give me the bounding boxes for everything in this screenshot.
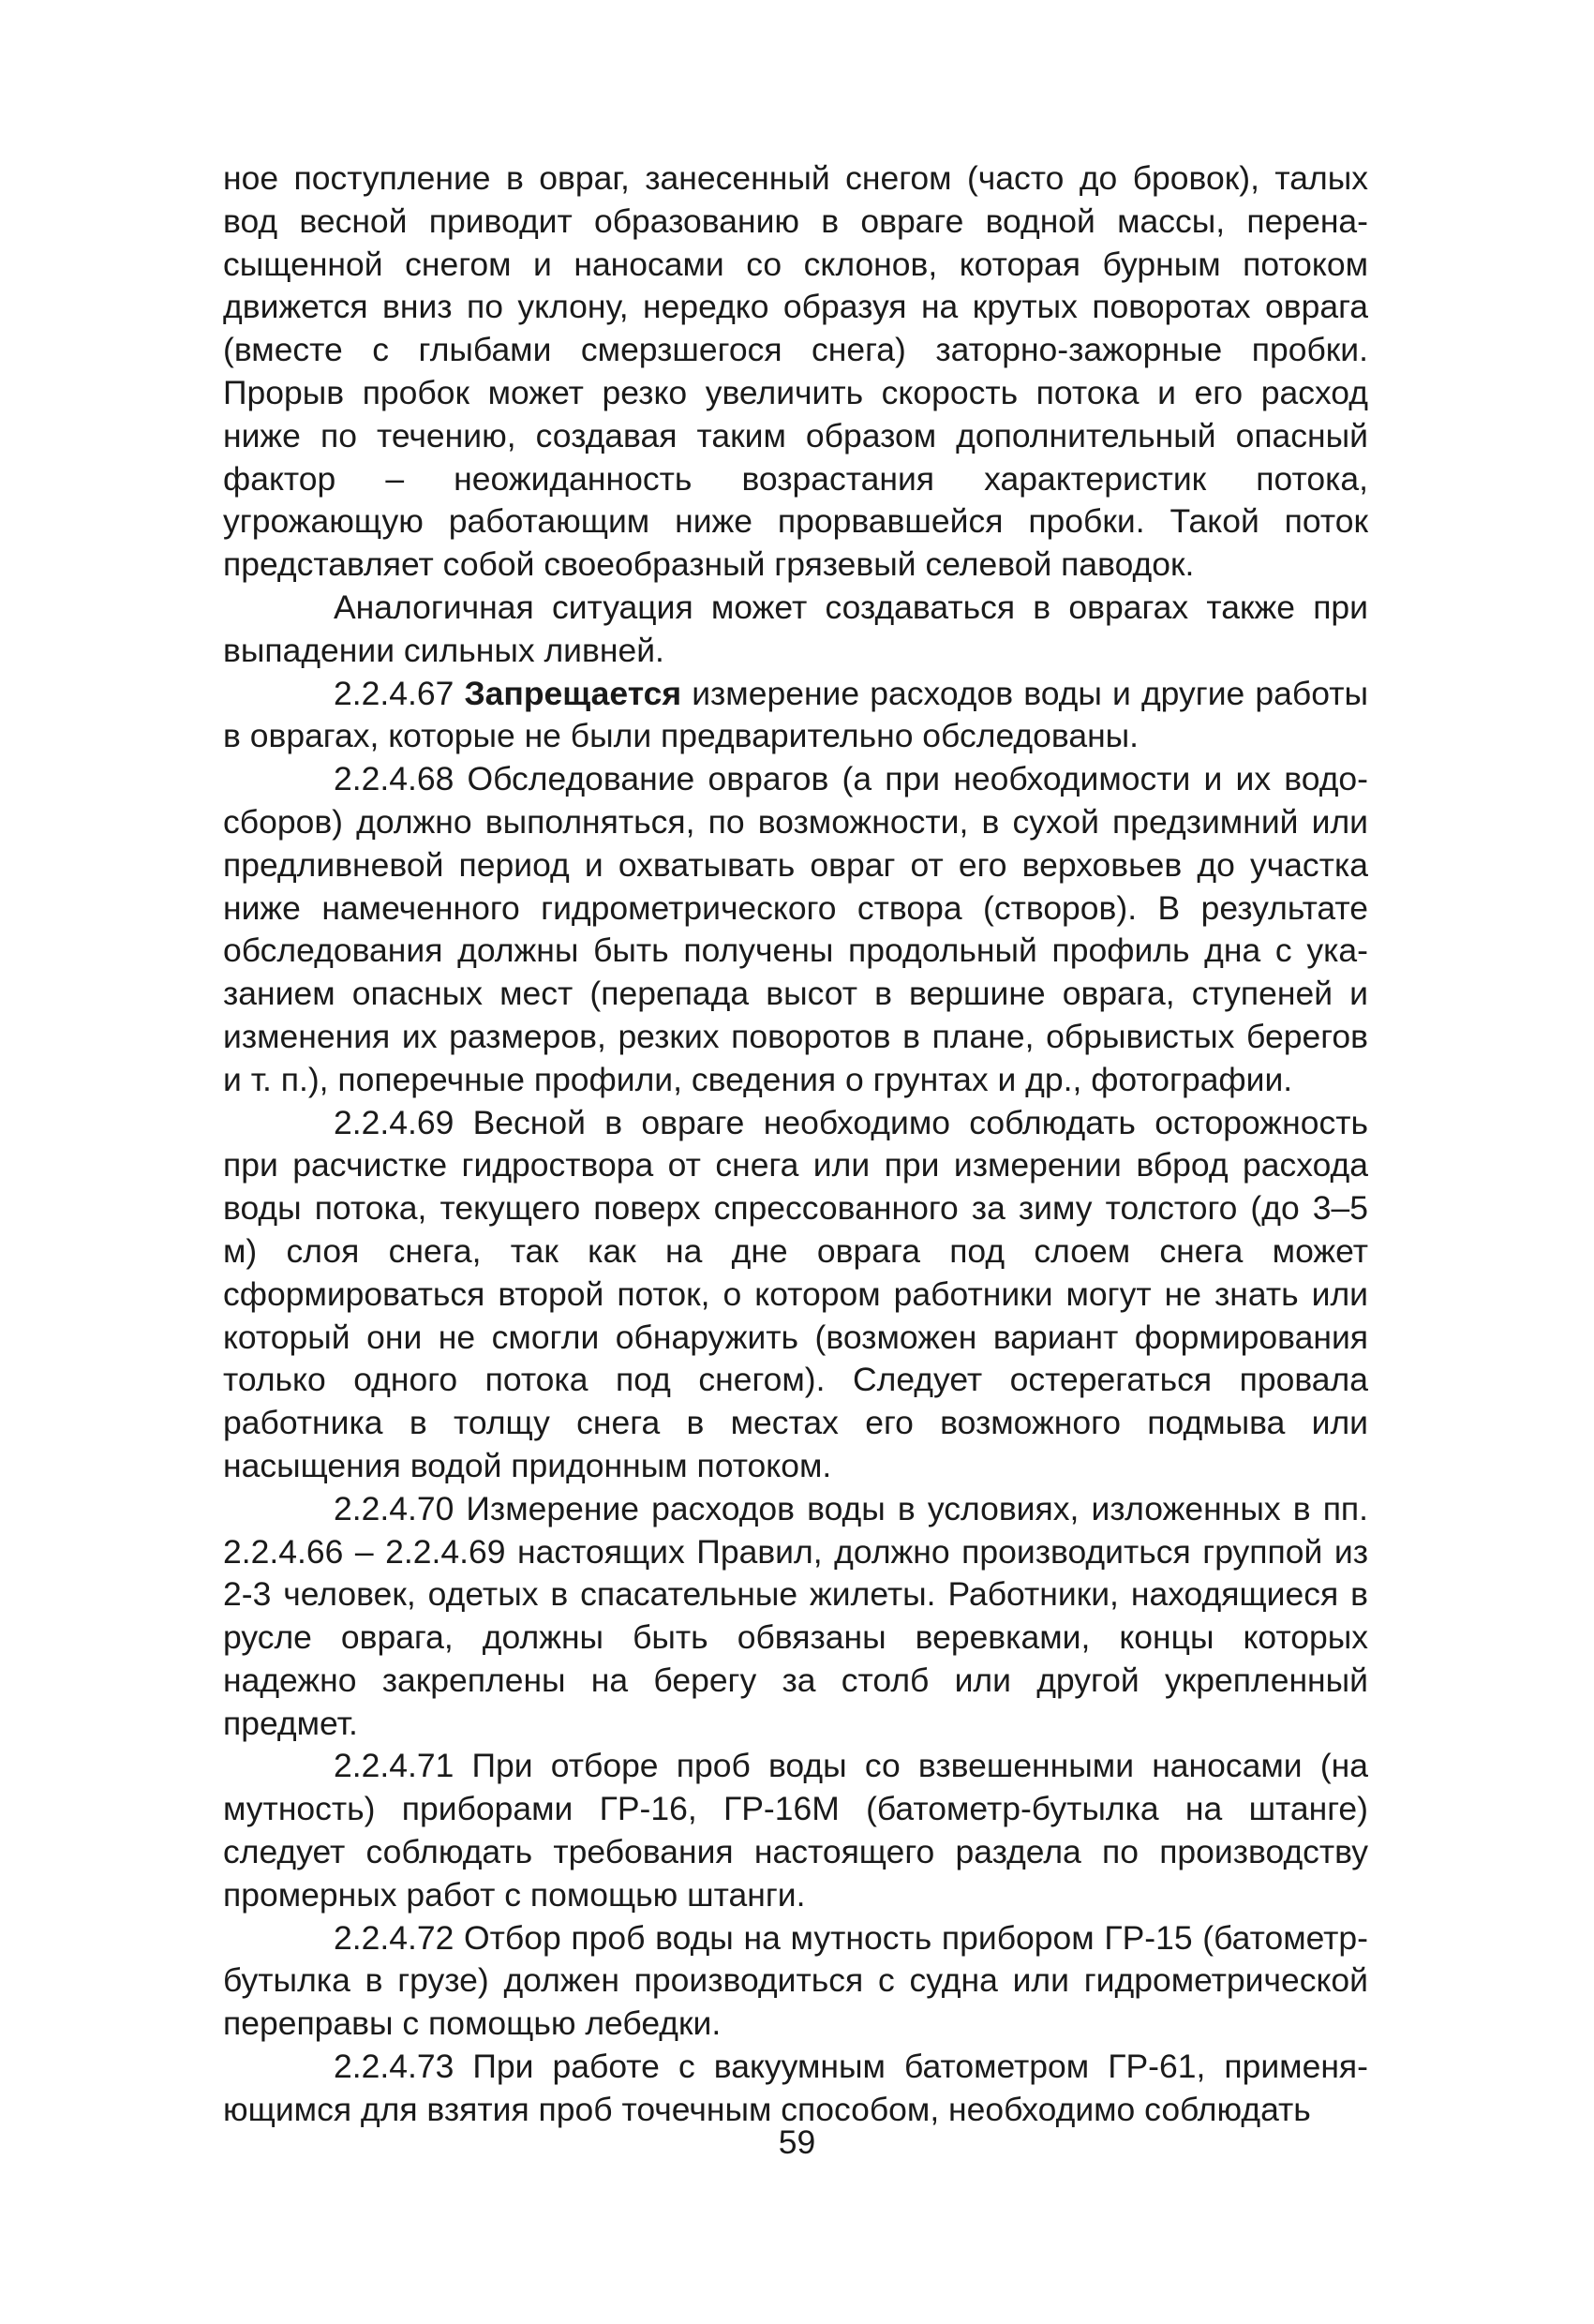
paragraph-2-2-4-68: 2.2.4.68 Обследование оврагов (а при необходимости и их водосборов) должно выполняться, по возможности, в сухой предзимний или предливневой период и охватывать овраг от его верховьев до участка ниже намеченного гидрометрического створа (створов). В результате обследования должны быть получены продольный профиль дна с указанием опасных мест (перепада высот в вершине оврага, ступеней и изменения их размеров, резких поворотов в плане, обрывистых берегов и т. п.), поперечные профили, сведения о грунтах и др., фотографии. [223,760,1368,1098]
paragraph-continuation: ное поступление в овраг, занесенный снегом (часто до бровок), талых вод весной приводит образованию в овраге водной массы, перенасыщенной снегом и наносами со склонов, которая бурным потоком движется вниз по уклону, нередко образуя на крутых поворотах оврага (вместе с глыбами смерзшегося снега) заторно-зажорные пробки. Прорыв пробок может резко увеличить скорость потока и его расход ниже по течению, создавая таким образом дополнительный опасный фактор – неожиданность возрастания характеристик потока, угрожающую работающим ниже прорвавшейся пробки. Такой поток представляет собой своеобразный грязевый селевой паводок. [223,159,1368,584]
paragraph-2-2-4-70: 2.2.4.70 Измерение расходов воды в условиях, изложенных в пп. 2.2.4.66 – 2.2.4.69 настоящих Правил, должно производиться группой из 2-3 человек, одетых в спасательные жилеты. Работники, находящиеся в русле оврага, должны быть обвязаны веревками, концы которых надежно закреплены на берегу за столб или другой укрепленный предмет. [223,1489,1368,1742]
document-body [223,157,1368,2132]
paragraph-2-2-4-73: 2.2.4.73 При работе с вакуумным батометром ГР-61, применяющимся для взятия проб точечным способом, необходимо соблюдать [223,2048,1368,2128]
clause-number: 2.2.4.67 [334,674,454,712]
paragraph-2-2-4-71: 2.2.4.71 При отборе проб воды со взвешенными наносами (на мутность) приборами ГР-16, ГР-16М (батометр-бутылка на штанге) следует соблюдать требования настоящего раздела по производству промерных работ с помощью штанги. [223,1747,1368,1914]
paragraph-2-2-4-69: 2.2.4.69 Весной в овраге необходимо соблюдать осторожность при расчистке гидроствора от снега или при измерении вброд расхода воды потока, текущего поверх спрессованного за зиму толстого (до 3–5 м) слоя снега, так как на дне оврага под слоем снега может сформироваться второй поток, о котором работники могут не знать или который они не смогли обнаружить (возможен вариант формирования только одного потока под снегом). Следует остерегаться провала работника в толщу снега в местах его возможного подмыва или насыщения водой придонным потоком. [223,1103,1368,1484]
clause-text: измерение расходов воды и другие работы в оврагах, которые не были предварительно обследованы. [223,674,1368,755]
paragraph-ravine-rainfall: Аналогичная ситуация может создаваться в оврагах также при выпадении сильных ливней. [223,588,1368,669]
page-number: 59 [778,2123,816,2161]
prohibition-keyword: Запрещается [464,674,682,712]
paragraph-2-2-4-67 [223,673,1368,759]
paragraph-2-2-4-72: 2.2.4.72 Отбор проб воды на мутность прибором ГР-15 (батометр-бутылка в грузе) должен производиться с судна или гидрометрической переправы с помощью лебедки. [223,1918,1368,2043]
